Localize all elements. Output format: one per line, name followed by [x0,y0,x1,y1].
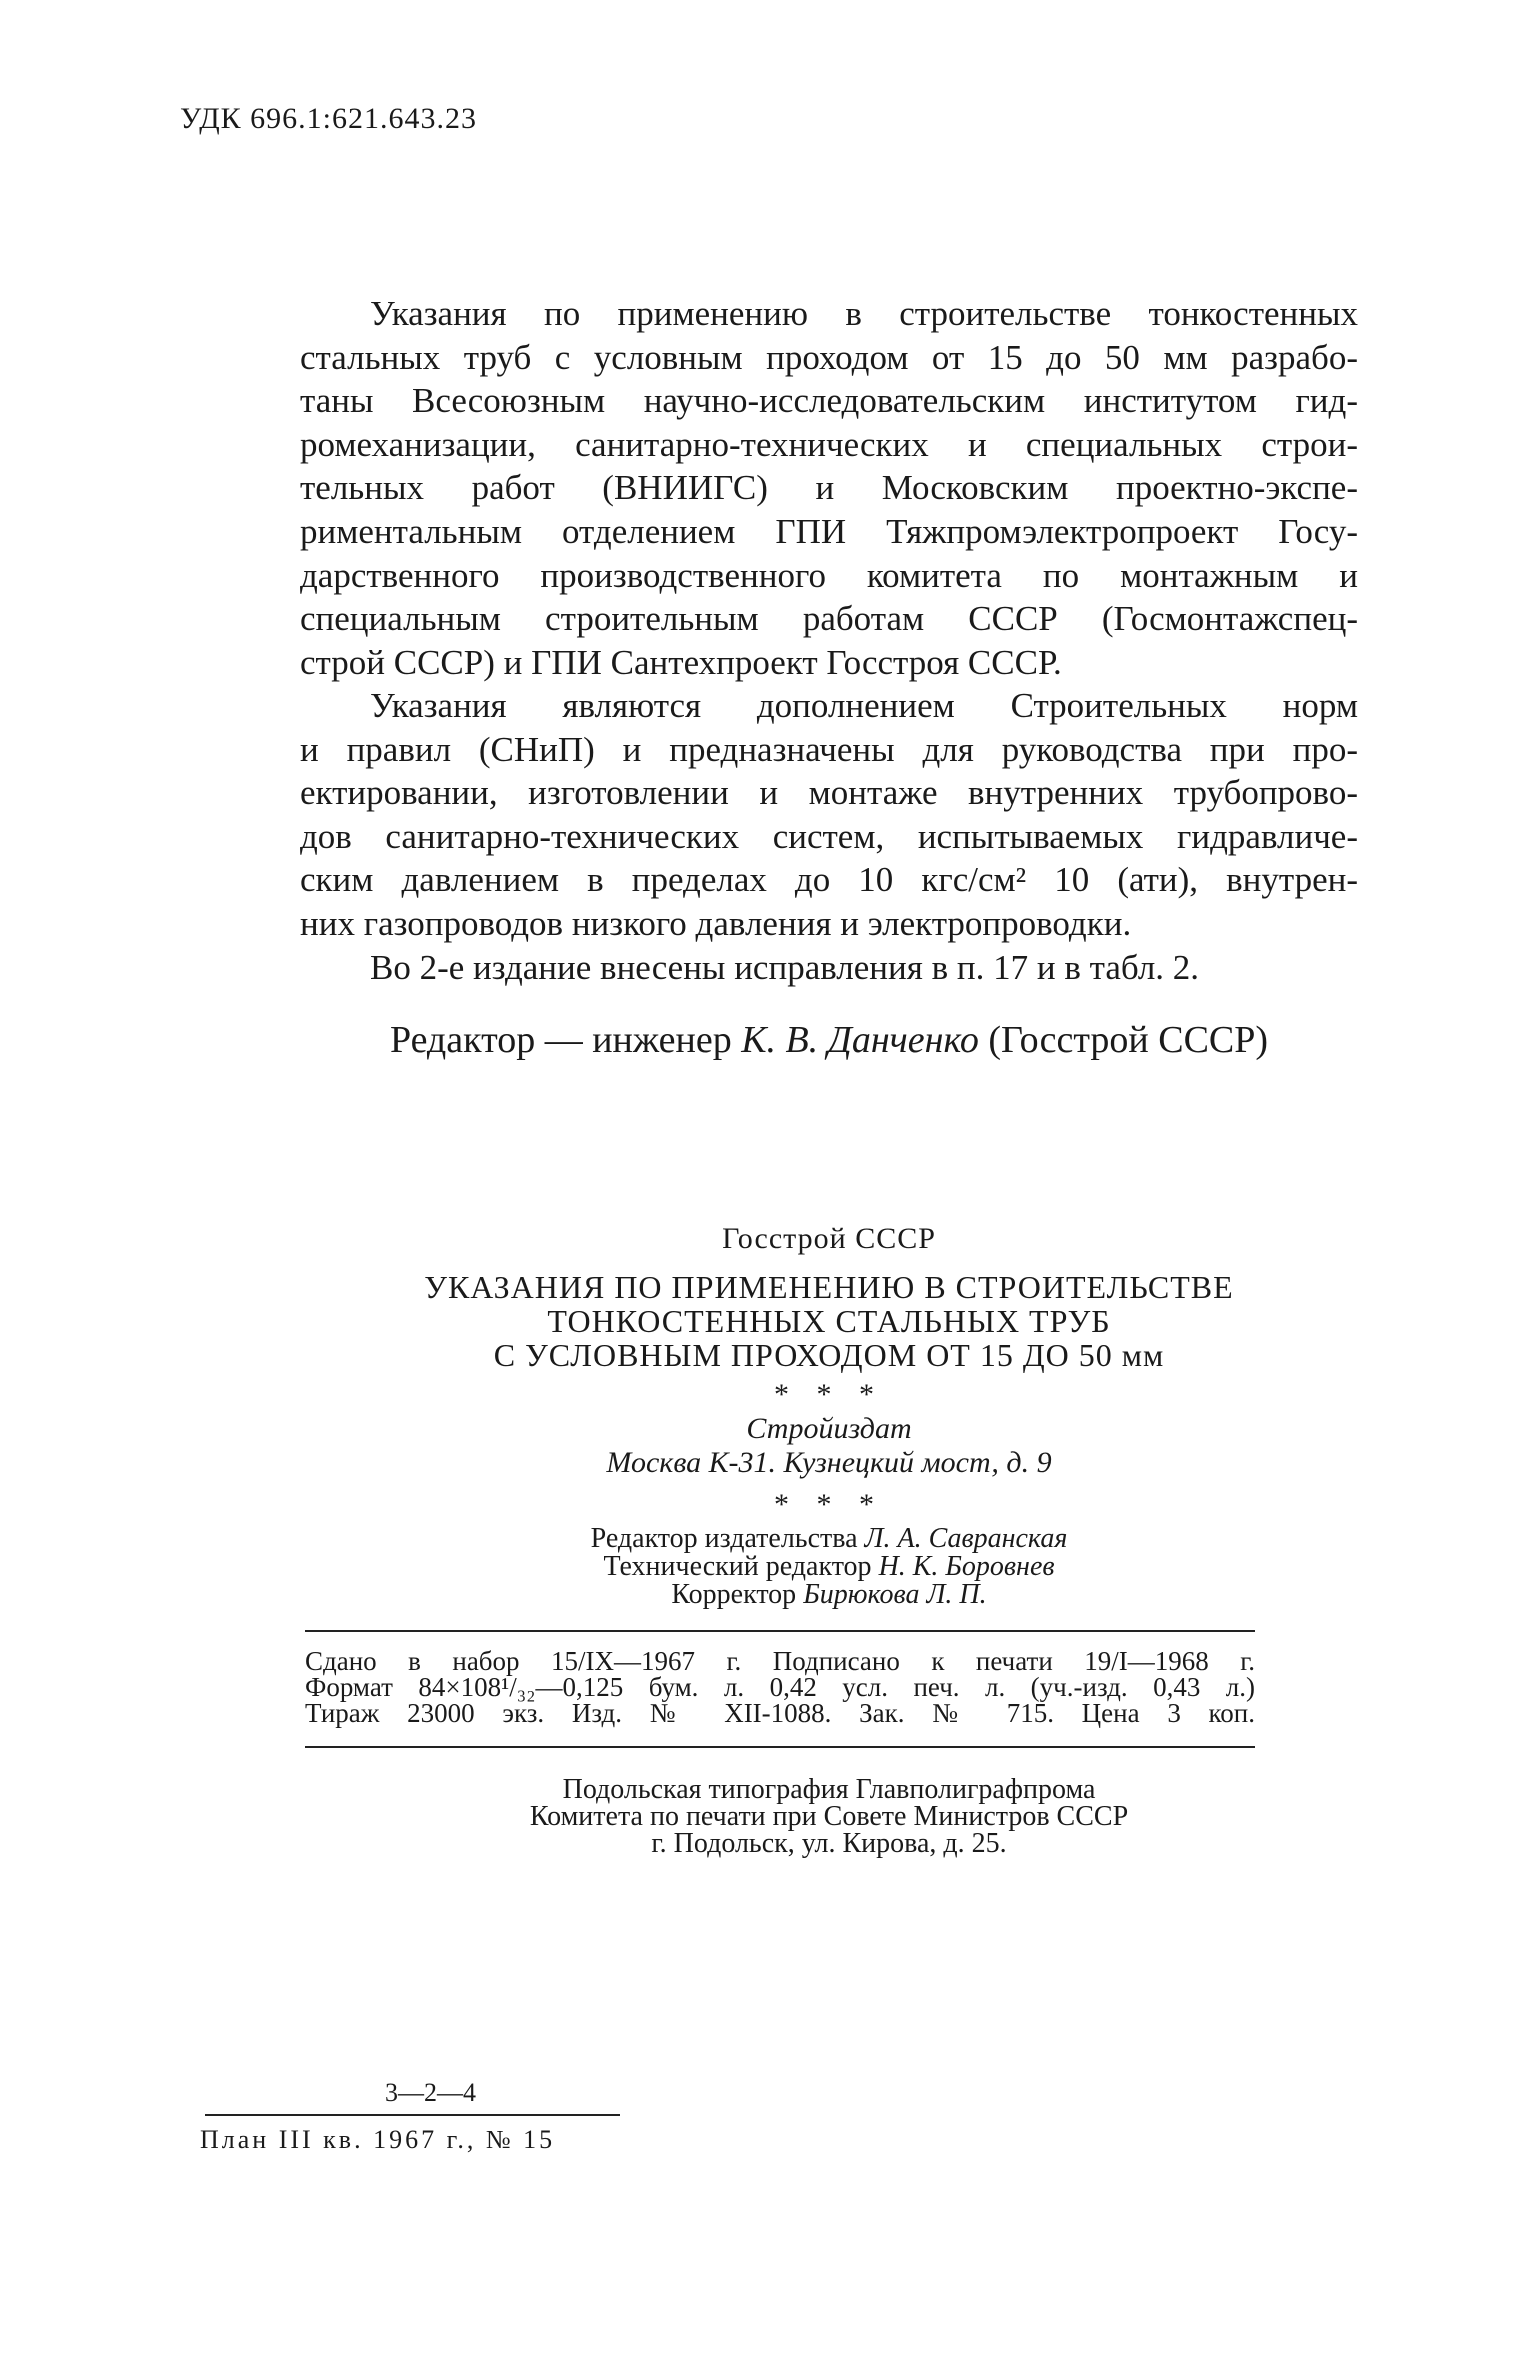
text-line: Указания являются дополнением Строительных норм [370,686,1358,725]
printer-line: Подольская типография Главполиграфпрома [562,1774,1096,1805]
staff-role: Редактор издательства [590,1523,865,1554]
publisher-name: Стройиздат [746,1412,912,1445]
text-line: дарственного производственного комитета по монтажным и [300,555,1358,595]
text-line: таны Всесоюзным научно-исследовательским институтом гид- [300,381,1358,421]
text-line: и правил (СНиП) и предназначены для руководства при про- [300,729,1358,769]
editor-prefix: Редактор — инженер [389,1019,742,1061]
text-line: ским давлением в пределах до 10 кгс/см² 10 (ати), внутрен- [300,860,1358,900]
title-line: УКАЗАНИЯ ПО ПРИМЕНЕНИЮ В СТРОИТЕЛЬСТВЕ [424,1269,1234,1305]
colophon-title [300,1270,1358,1372]
publisher-address: Москва К-31. Кузнецкий мост, д. 9 [606,1446,1052,1479]
editor-suffix: (Госстрой СССР) [978,1019,1269,1061]
staff-row [300,1553,1358,1581]
staff-block [300,1525,1358,1609]
separator-stars: * * * [774,1488,884,1521]
colophon-org: Госстрой СССР [722,1222,936,1255]
text-line: строй СССР) и ГПИ Сантехпроект Госстроя СССР. [300,642,1062,682]
imprint-line: Тираж 23000 экз. Изд. № XII-1088. Зак. № 715. Цена 3 коп. [305,1698,1255,1728]
imprint-line: Сдано в набор 15/IX—1967 г. Подписано к печати 19/I—1968 г. [305,1646,1255,1676]
plan-line: План III кв. 1967 г., № 15 [200,2125,556,2154]
publisher-block [300,1412,1358,1480]
text-line: стальных труб с условным проходом от 15 до 50 мм разрабо- [300,337,1358,377]
title-line: ТОНКОСТЕННЫХ СТАЛЬНЫХ ТРУБ [547,1303,1111,1339]
udk-code: УДК 696.1:621.643.23 [180,102,478,135]
text-line: них газопроводов низкого давления и электропроводки. [300,903,1132,943]
intro-paragraph-1 [300,292,1358,684]
text-line: дов санитарно-технических систем, испытываемых гидравличе- [300,816,1358,856]
intro-paragraph-3 [300,946,1358,990]
staff-role: Технический редактор [603,1551,879,1582]
text-line: ектировании, изготовлении и монтаже внутренних трубопрово- [300,773,1358,813]
text-line: Указания по применению в строительстве тонкостенных [370,294,1358,333]
separator-stars: * * * [774,1378,884,1411]
editor-name: К. В. Данченко [741,1019,979,1061]
text-line: Во 2-е издание внесены исправления в п. 17 и в табл. 2. [370,948,1200,987]
text-line: тельных работ (ВНИИГС) и Московским проектно-экспе- [300,468,1358,508]
staff-role: Корректор [671,1579,804,1610]
printer-line: г. Подольск, ул. Кирова, д. 25. [651,1828,1007,1859]
divider [305,1746,1255,1748]
staff-name: Л. А. Савранская [864,1523,1068,1554]
text-line: ромеханизации, санитарно-технических и специальных строи- [300,424,1358,464]
printer-line: Комитета по печати при Совете Министров СССР [529,1801,1129,1832]
printer-block [300,1776,1358,1857]
text-line: специальным строительным работам СССР (Госмонтажспец- [300,599,1358,639]
imprint-line: Формат 84×108¹/₃₂—0,125 бум. л. 0,42 усл. печ. л. (уч.-изд. 0,43 л.) [305,1672,1255,1702]
divider [205,2114,620,2116]
staff-name: Бирюкова Л. П. [803,1579,987,1610]
staff-row [300,1525,1358,1553]
title-line: С УСЛОВНЫМ ПРОХОДОМ ОТ 15 ДО 50 мм [493,1337,1165,1373]
imprint-block [305,1648,1255,1726]
editor-line [300,1018,1358,1062]
staff-row [300,1581,1358,1609]
staff-name: Н. К. Боровнев [878,1551,1055,1582]
catalog-code: 3—2—4 [385,2078,476,2107]
text-line: риментальным отделением ГПИ Тяжпромэлектропроект Госу- [300,511,1358,551]
divider [305,1630,1255,1632]
intro-paragraph-2 [300,684,1358,946]
